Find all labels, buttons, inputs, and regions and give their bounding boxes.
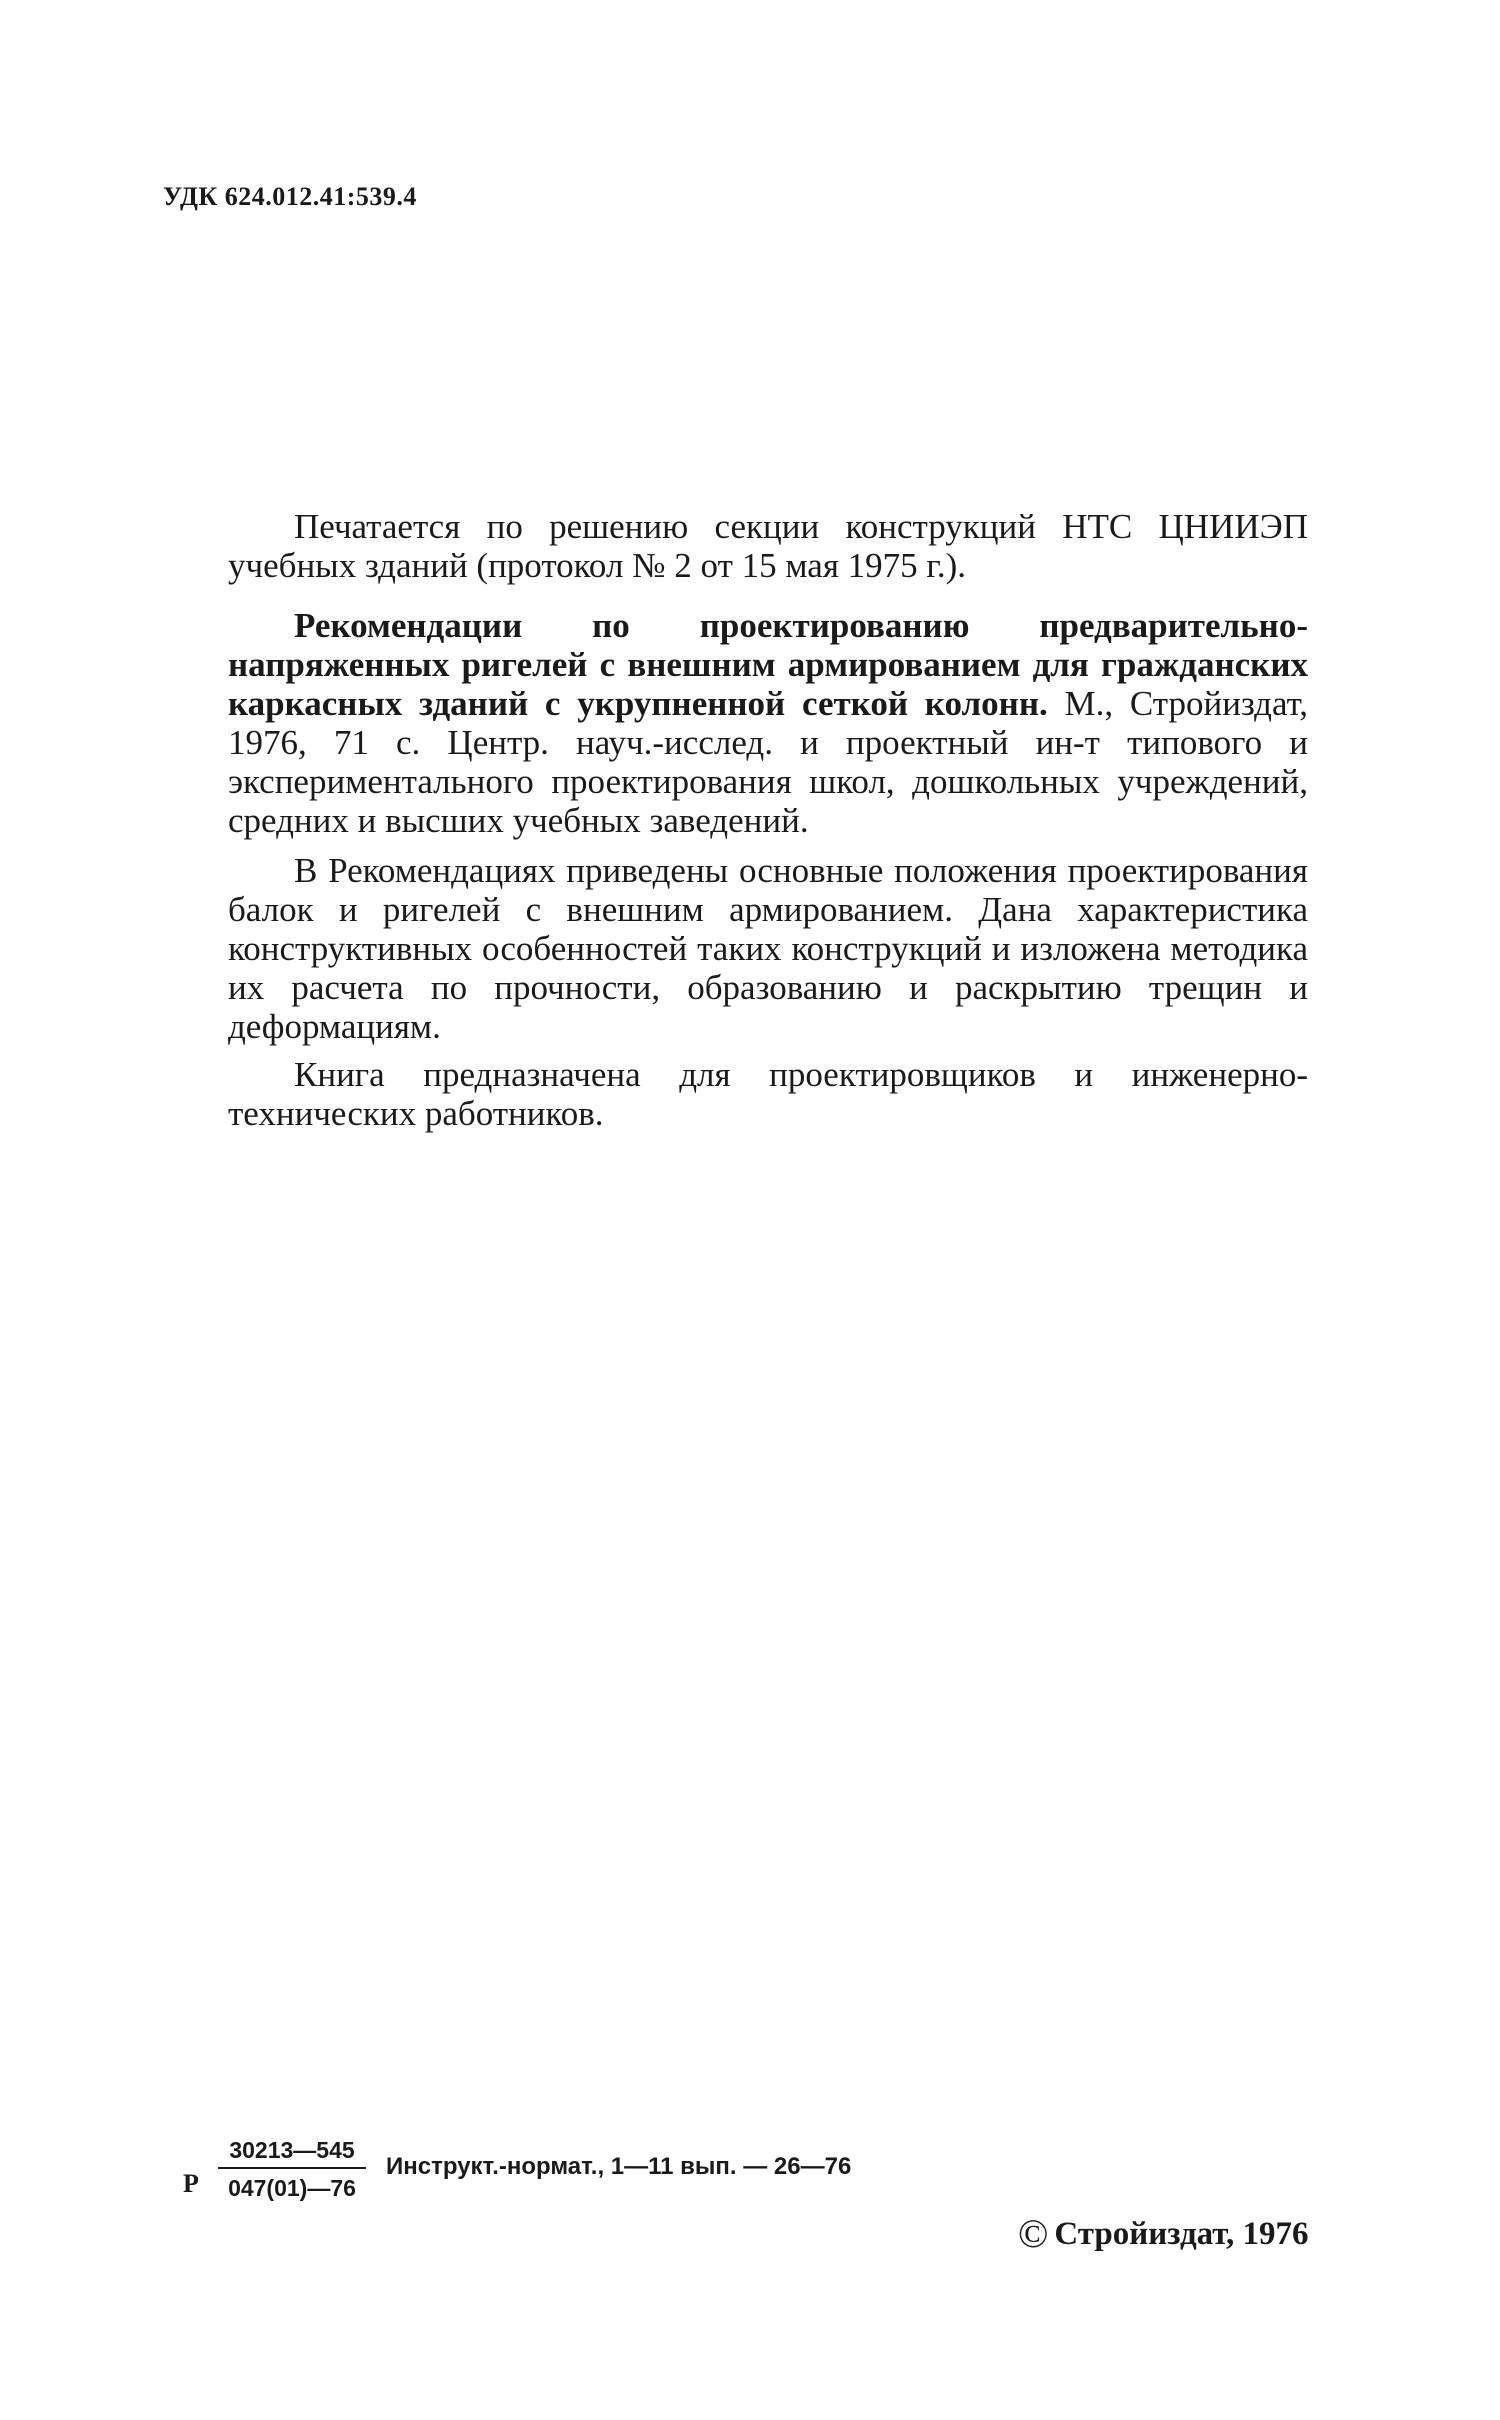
udk-code: УДК 624.012.41:539.4 xyxy=(163,182,417,211)
approval-note xyxy=(228,507,1308,585)
publication-code-denominator: 047(01)—76 xyxy=(228,2175,356,2201)
audience-text: Книга предназначена для проектировщиков и инженерно-технических работников. xyxy=(228,1055,1308,1133)
bibliographic-paragraph xyxy=(228,606,1308,840)
audience-note xyxy=(228,1055,1308,1133)
approval-text: Печатается по решению секции конструкций НТС ЦНИИЭП учебных зданий (протокол № 2 от 15 мая 1975 г.). xyxy=(228,507,1308,585)
copyright-symbol: © xyxy=(1018,2211,1049,2256)
abstract-text: В Рекомендациях приведены основные положения проектирования балок и ригелей с внешним армированием. Дана характеристика конструктивных особенностей таких конструкций и изложена методика их расчета по прочности, образованию и раскрытию трещин и деформациям. xyxy=(228,851,1308,1046)
abstract xyxy=(228,851,1308,1046)
publication-details: М., Стройиздат, 1976, 71 с. Центр. науч.-исслед. и проектный ин-т типового и экспериментального проектирования школ, дошкольных учреждений, средних и высших учебных заведений. xyxy=(228,684,1309,840)
publication-code-numerator: 30213—545 xyxy=(229,2137,355,2163)
publication-code-letter: Р xyxy=(183,2169,199,2198)
bibliographic-description xyxy=(228,606,1308,840)
publication-code-fraction xyxy=(218,2133,366,2203)
book-title: Рекомендации по проектированию предварительно-напряженных ригелей с внешним армированием для гражданских каркасных зданий с укрупненной сеткой колонн. xyxy=(228,606,1308,723)
publication-series: Инструкт.-нормат., 1—11 вып. — 26—76 xyxy=(386,2153,852,2180)
copyright-text: Стройиздат, 1976 xyxy=(1054,2216,1309,2252)
copyright-line xyxy=(1018,2210,1309,2257)
